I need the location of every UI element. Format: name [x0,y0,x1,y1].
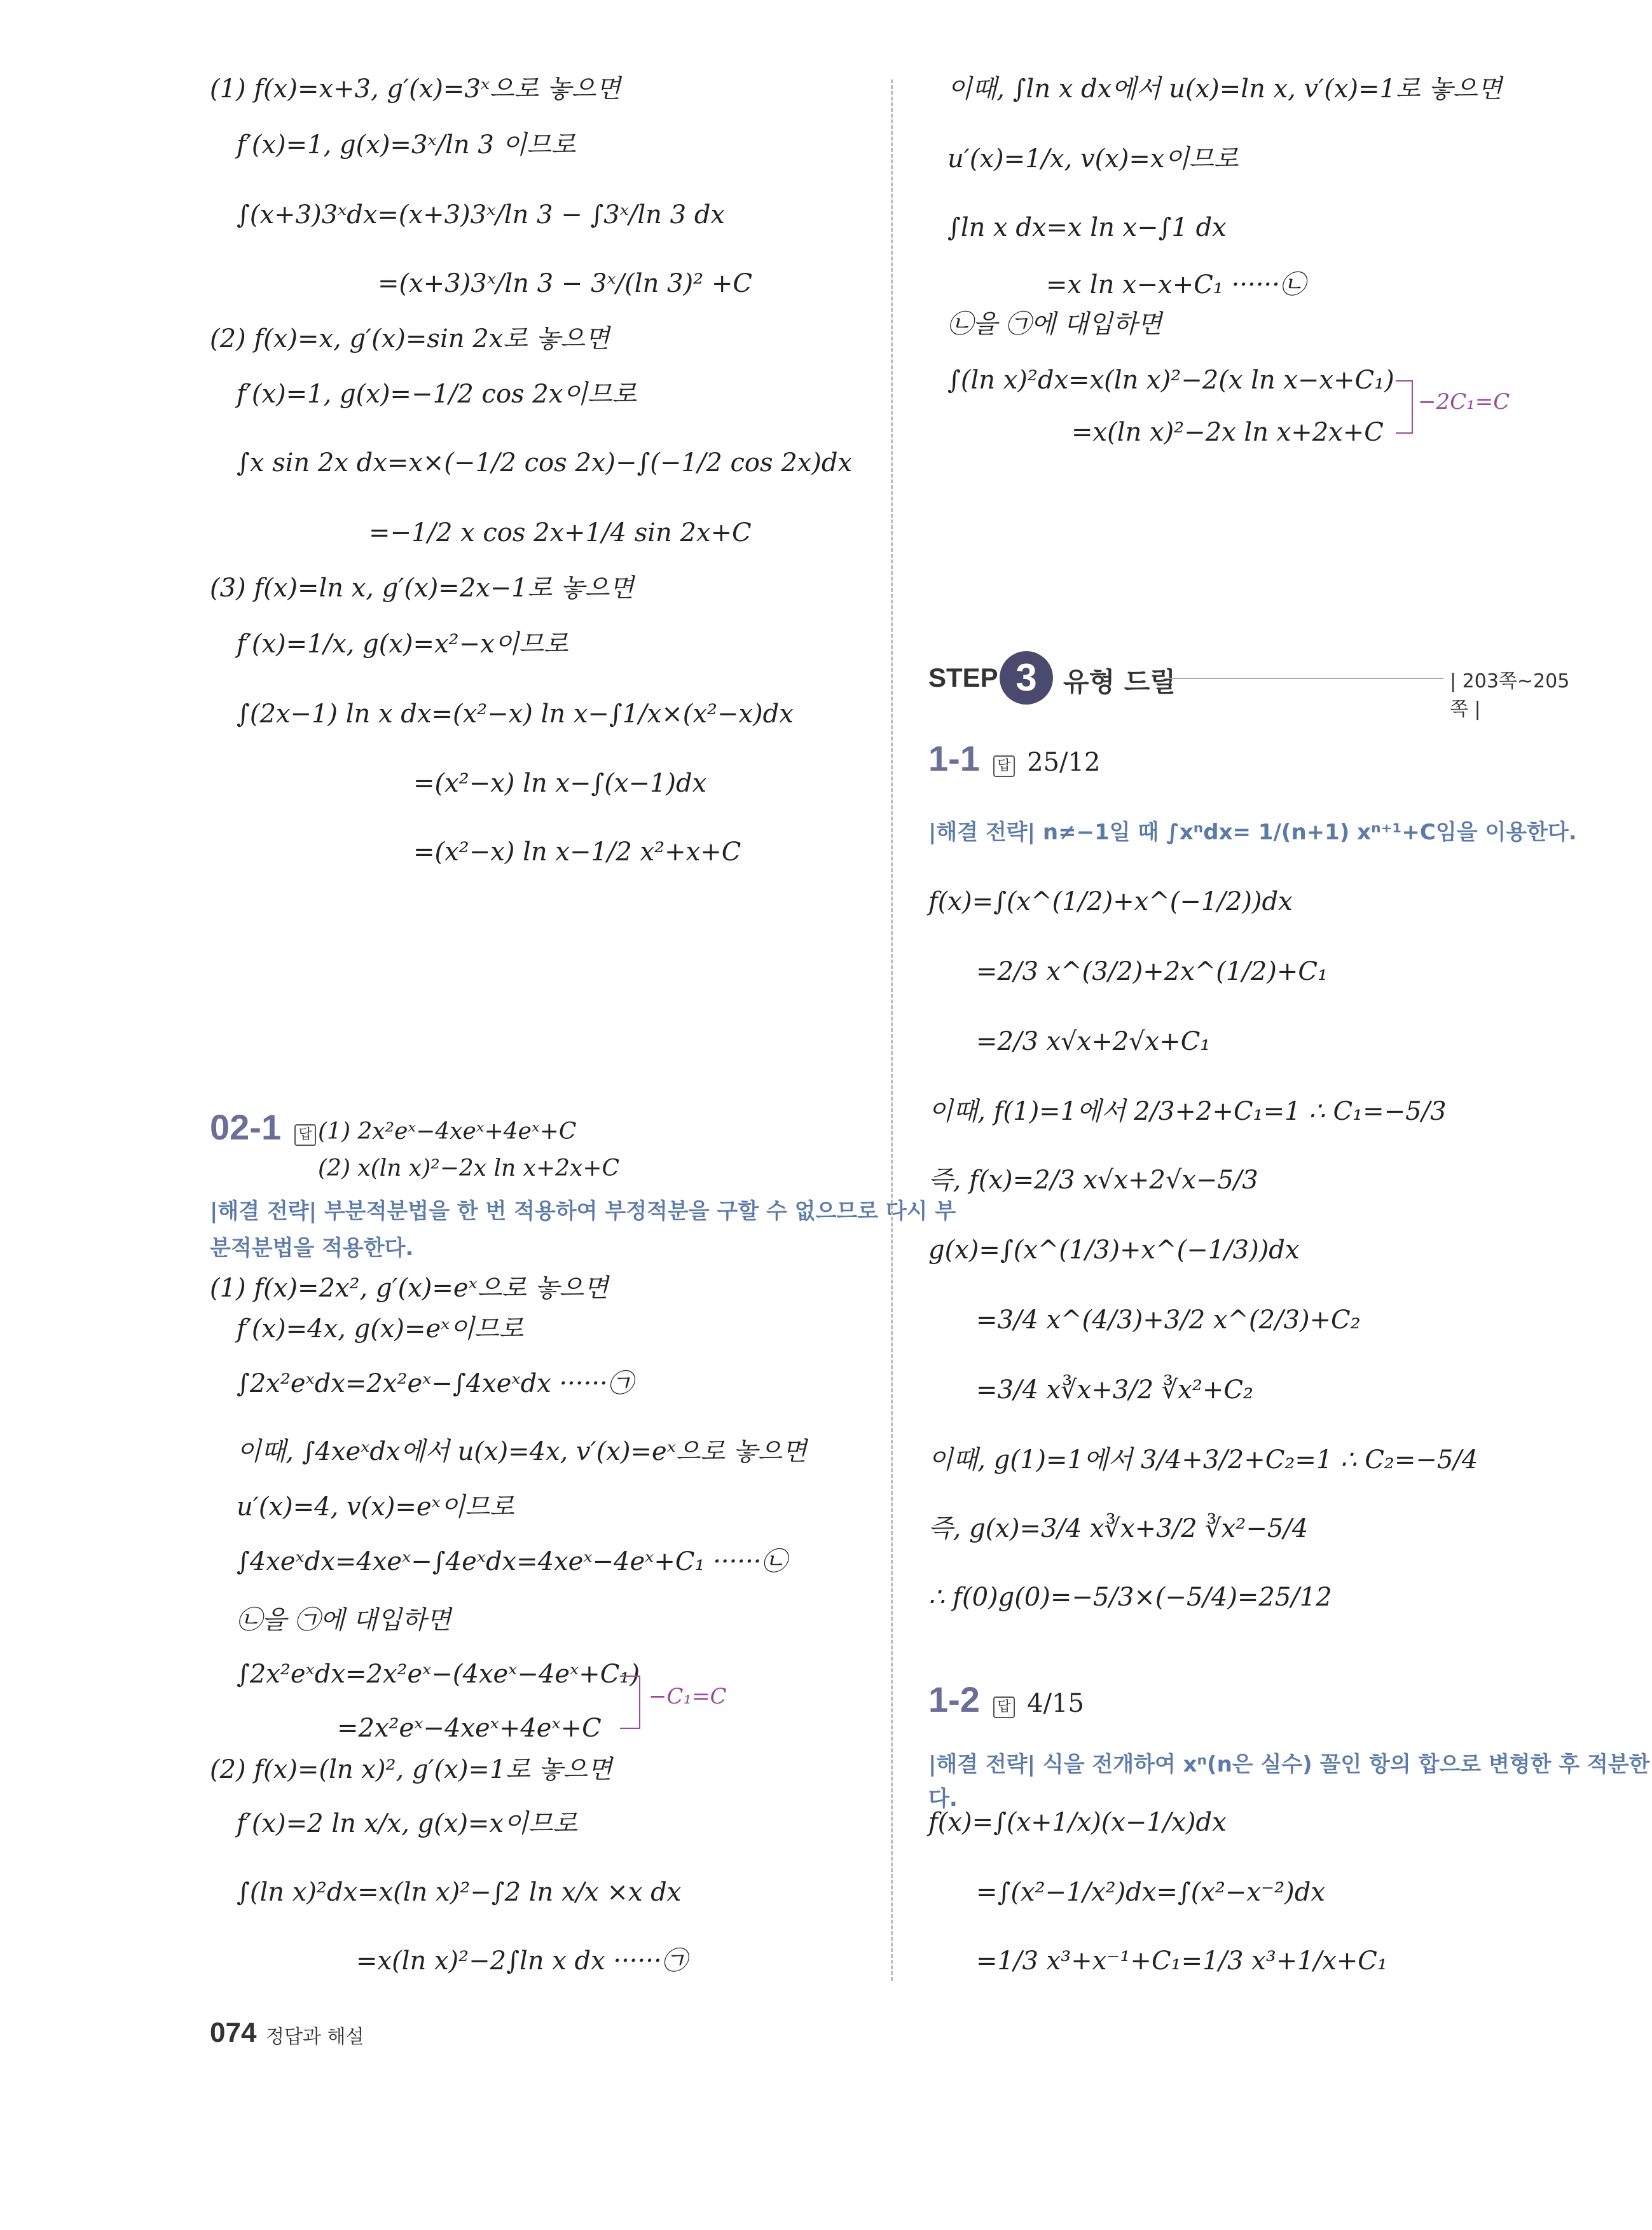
math-line: =2/3 x^(3/2)+2x^(1/2)+C₁ [976,957,1328,986]
math-line: (2) f(x)=(ln x)², g′(x)=1로 놓으면 [210,1755,612,1784]
math-line: (1) f(x)=2x², g′(x)=eˣ으로 놓으면 [210,1274,609,1303]
problem-header-1-2 [928,1679,1084,1722]
substitution-bracket [1396,380,1413,434]
math-line: u′(x)=4, v(x)=eˣ이므로 [237,1492,514,1522]
answer-badge: 답 [993,755,1015,777]
math-line: (2) f(x)=x, g′(x)=sin 2x로 놓으면 [210,324,610,354]
math-line: ∫2x²eˣdx=2x²eˣ−(4xeˣ−4eˣ+C₁) [237,1660,640,1689]
math-line: u′(x)=1/x, v(x)=x이므로 [947,144,1239,174]
math-line: (1) f(x)=x+3, g′(x)=3ˣ으로 놓으면 [210,74,621,104]
answer-value: 4/15 [1027,1689,1084,1718]
page-number: 074 [210,2017,257,2048]
column-divider [891,79,893,1981]
problem-number: 02-1 [210,1107,282,1147]
math-line: ∫(x+3)3ˣdx=(x+3)3ˣ/ln 3 − ∫3ˣ/ln 3 dx [237,200,725,230]
math-line: ∫(ln x)²dx=x(ln x)²−∫2 ln x/x ×x dx [237,1878,682,1907]
math-line: f′(x)=1/x, g(x)=x²−x이므로 [237,630,568,659]
math-line: =x(ln x)²−2∫ln x dx ······㉠ [356,1946,687,1976]
math-line: =x ln x−x+C₁ ······㉡ [1046,270,1305,299]
step-pages: | 203쪽~205쪽 | [1450,670,1570,720]
math-line: f′(x)=1, g(x)=−1/2 cos 2x이므로 [237,380,637,409]
math-line: =1/3 x³+x⁻¹+C₁=1/3 x³+1/x+C₁ [976,1946,1387,1976]
math-line: =x(ln x)²−2x ln x+2x+C [1071,418,1384,447]
math-line: f′(x)=2 ln x/x, g(x)=x이므로 [237,1809,577,1838]
strategy-line: |해결 전략| 부분적분법을 한 번 적용하여 부정적분을 구할 수 없으므로 다시 부 [210,1199,956,1224]
step-label: STEP [928,663,998,692]
math-line: =3/4 x∛x+3/2 ∛x²+C₂ [976,1375,1254,1405]
strategy-line: 분적분법을 적용한다. [210,1235,414,1261]
math-line: =−1/2 x cos 2x+1/4 sin 2x+C [369,518,752,547]
problem-number: 1-1 [928,738,980,778]
math-line: =∫(x²−1/x²)dx=∫(x²−x⁻²)dx [976,1878,1325,1907]
problem-number: 1-2 [928,1679,980,1719]
math-line: ∫4xeˣdx=4xeˣ−∫4eˣdx=4xeˣ−4eˣ+C₁ ······㉡ [237,1547,787,1576]
math-line: ∫ln x dx=x ln x−∫1 dx [947,213,1227,242]
answer-value: 25/12 [1027,748,1101,777]
problem-header-1-1 [928,738,1100,781]
math-line: ∫(ln x)²dx=x(ln x)²−2(x ln x−x+C₁) [947,366,1394,395]
strategy-line: |해결 전략| 식을 전개하여 xⁿ(n은 실수) 꼴인 항의 합으로 변형한 후 적분한다. [928,1752,1650,1812]
math-line: g(x)=∫(x^(1/3)+x^(−1/3))dx [928,1235,1300,1265]
math-line: 이때, g(1)=1에서 3/4+3/2+C₂=1 ∴ C₂=−5/4 [928,1445,1478,1475]
step-rule [1164,678,1443,679]
math-line: 즉, g(x)=3/4 x∛x+3/2 ∛x²−5/4 [928,1514,1309,1543]
step-number: 3 [1000,651,1053,705]
math-line: =2x²eˣ−4xeˣ+4eˣ+C [337,1714,602,1743]
strategy-line: |해결 전략| n≠−1일 때 ∫xⁿdx= 1/(n+1) xⁿ⁺¹+C임을 이용한다. [928,820,1577,845]
answer-line: (1) 2x²eˣ−4xeˣ+4eˣ+C [318,1118,577,1145]
bracket-label: −C₁=C [649,1684,727,1709]
step-title: 유형 드릴 [1063,666,1176,698]
substitution-bracket [620,1676,640,1729]
math-line: ∫x sin 2x dx=x×(−1/2 cos 2x)−∫(−1/2 cos 2x)dx [237,448,853,478]
math-line: ㉡을 ㉠에 대입하면 [237,1606,451,1635]
answer-line: (2) x(ln x)²−2x ln x+2x+C [318,1155,620,1181]
math-line: 이때, f(1)=1에서 2/3+2+C₁=1 ∴ C₁=−5/3 [928,1097,1447,1126]
math-line: =3/4 x^(4/3)+3/2 x^(2/3)+C₂ [976,1305,1361,1335]
math-line: ∫(2x−1) ln x dx=(x²−x) ln x−∫1/x×(x²−x)dx [237,699,794,729]
math-line: =(x²−x) ln x−∫(x−1)dx [413,769,707,798]
answer-badge: 답 [993,1697,1015,1718]
math-line: (3) f(x)=ln x, g′(x)=2x−1로 놓으면 [210,574,634,603]
math-line: ∴ f(0)g(0)=−5/3×(−5/4)=25/12 [928,1583,1332,1612]
footer-label: 정답과 해설 [266,2026,364,2048]
math-line: f(x)=∫(x^(1/2)+x^(−1/2))dx [928,887,1293,916]
bracket-label: −2C₁=C [1418,389,1510,415]
math-line: 즉, f(x)=2/3 x√x+2√x−5/3 [928,1166,1258,1195]
math-line: ㉡을 ㉠에 대입하면 [947,310,1162,339]
math-line: =2/3 x√x+2√x+C₁ [976,1027,1211,1056]
math-line: f(x)=∫(x+1/x)(x−1/x)dx [928,1808,1227,1837]
math-line: =(x+3)3ˣ/ln 3 − 3ˣ/(ln 3)² +C [378,269,752,298]
math-line: =(x²−x) ln x−1/2 x²+x+C [413,837,741,867]
math-line: f′(x)=1, g(x)=3ˣ/ln 3 이므로 [237,130,576,160]
math-line: 이때, ∫ln x dx에서 u(x)=ln x, v′(x)=1로 놓으면 [947,74,1503,104]
math-line: ∫2x²eˣdx=2x²eˣ−∫4xeˣdx ······㉠ [237,1369,633,1398]
math-line: f′(x)=4x, g(x)=eˣ이므로 [237,1314,524,1344]
step-header [928,647,1577,720]
problem-header-02-1 [210,1106,325,1150]
answer-badge: 답 [294,1124,316,1146]
math-line: 이때, ∫4xeˣdx에서 u(x)=4x, v′(x)=eˣ으로 놓으면 [237,1437,807,1466]
